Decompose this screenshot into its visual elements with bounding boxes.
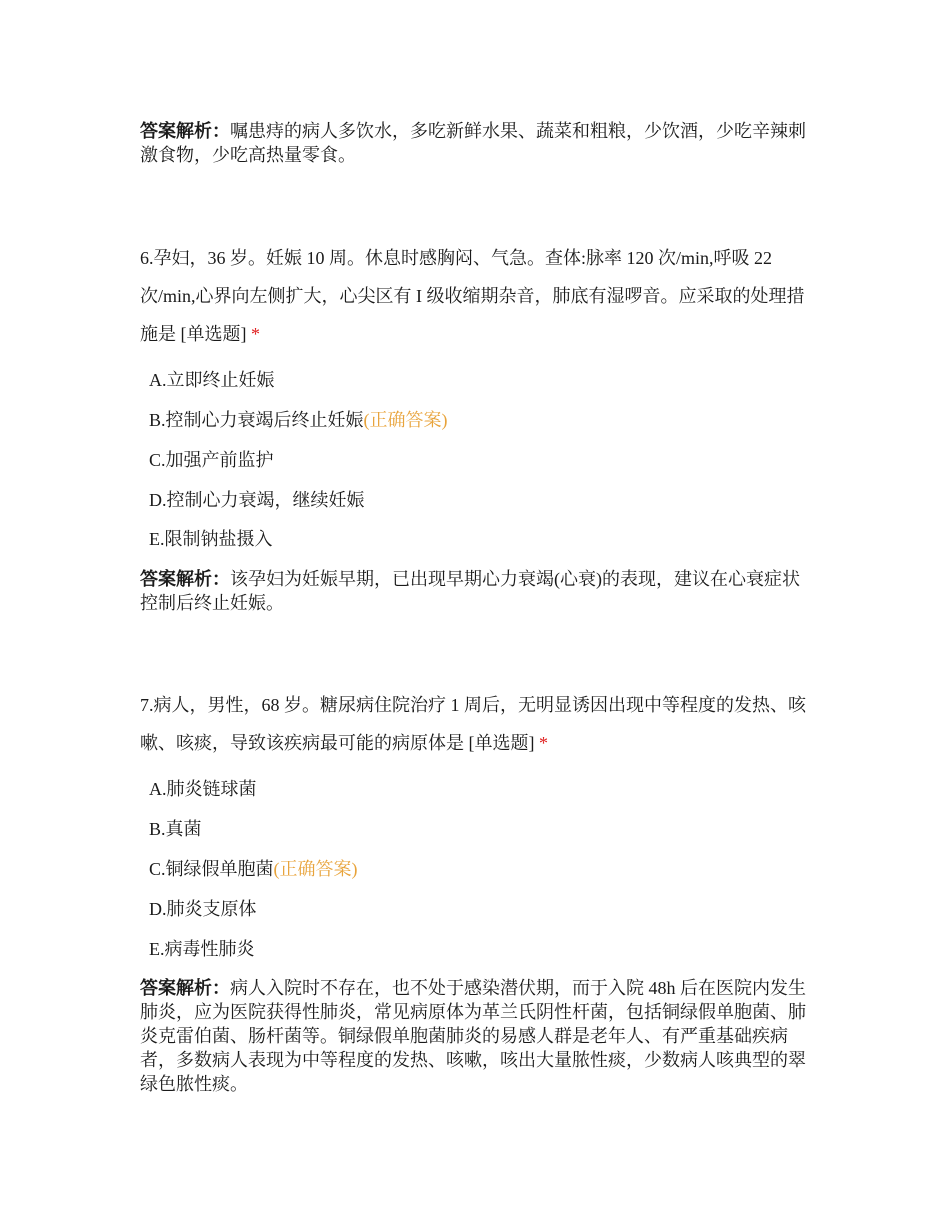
analysis-text: 嘱患痔的病人多饮水，多吃新鲜水果、蔬菜和粗粮，少饮酒，少吃辛辣刺激食物，少吃高热量零食。 [140, 121, 806, 165]
option-7-d [149, 897, 257, 921]
option-text: E.病毒性肺炎 [149, 939, 255, 959]
option-text: C.铜绿假单胞菌 [149, 859, 274, 879]
option-text: E.限制钠盐摄入 [149, 529, 273, 549]
analysis-text: 病人入院时不存在，也不处于感染潜伏期，而于入院 48h 后在医院内发生肺炎，应为医院获得性肺炎，常见病原体为革兰氏阴性杆菌，包括铜绿假单胞菌、肺炎克雷伯菌、肠杆菌等。铜绿假单胞菌肺炎的易感人群是老年人、有严重基础疾病者，多数病人表现为中等程度的发热、咳嗽，咳出大量脓性痰，少数病人咳典型的翠绿色脓性痰。 [140, 978, 806, 1094]
option-text: C.加强产前监护 [149, 450, 274, 470]
option-6-e [149, 527, 273, 551]
option-6-b [149, 408, 448, 432]
required-mark: * [539, 733, 548, 753]
option-text: B.控制心力衰竭后终止妊娠 [149, 410, 364, 430]
question-7 [140, 686, 812, 762]
answer-analysis-6 [140, 567, 812, 615]
option-text: A.肺炎链球菌 [149, 779, 257, 799]
question-6 [140, 239, 812, 353]
question-text: 6.孕妇，36 岁。妊娠 10 周。休息时感胸闷、气急。查体:脉率 120 次/min,呼吸 22 次/min,心界向左侧扩大，心尖区有 I 级收缩期杂音，肺底有湿啰音。应采取的处理措施是 [单选题] [140, 248, 805, 344]
answer-analysis-1 [140, 119, 812, 167]
option-text: D.控制心力衰竭，继续妊娠 [149, 490, 365, 510]
correct-answer-note: (正确答案) [273, 859, 358, 879]
option-7-a [149, 777, 257, 801]
analysis-label: 答案解析： [140, 121, 230, 141]
option-6-c [149, 448, 274, 472]
option-7-c [149, 857, 358, 881]
option-text: A.立即终止妊娠 [149, 370, 275, 390]
option-6-d [149, 488, 365, 512]
required-mark: * [251, 324, 260, 344]
analysis-label: 答案解析： [140, 569, 230, 589]
correct-answer-note: (正确答案) [363, 410, 448, 430]
option-7-b [149, 817, 202, 841]
option-text: B.真菌 [149, 819, 202, 839]
analysis-text: 该孕妇为妊娠早期，已出现早期心力衰竭(心衰)的表现，建议在心衰症状控制后终止妊娠。 [140, 569, 800, 613]
question-text: 7.病人，男性，68 岁。糖尿病住院治疗 1 周后，无明显诱因出现中等程度的发热、咳嗽、咳痰，导致该疾病最可能的病原体是 [单选题] [140, 695, 806, 753]
answer-analysis-7 [140, 976, 812, 1096]
option-6-a [149, 368, 275, 392]
option-text: D.肺炎支原体 [149, 899, 257, 919]
option-7-e [149, 937, 255, 961]
analysis-label: 答案解析： [140, 978, 230, 998]
